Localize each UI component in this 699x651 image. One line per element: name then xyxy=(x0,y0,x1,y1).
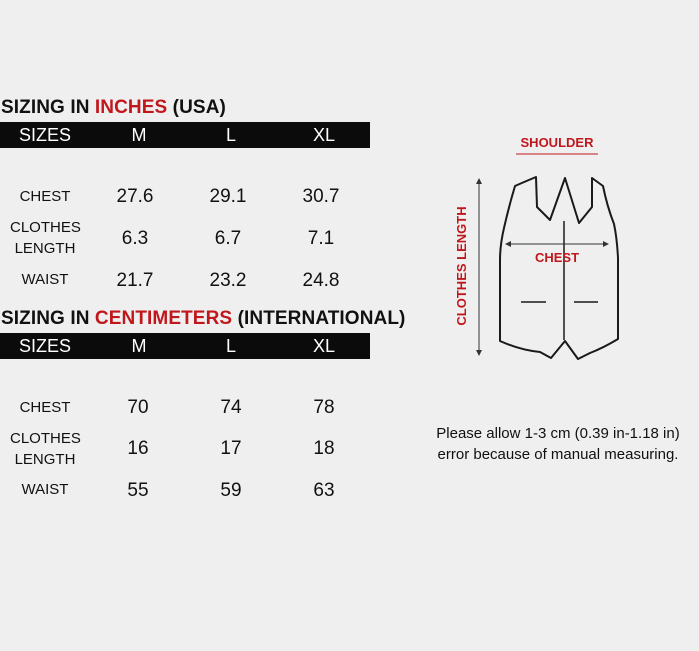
row-label: CLOTHES LENGTH xyxy=(10,430,81,468)
value-l: 74 xyxy=(220,397,242,418)
centimeters-size-table xyxy=(0,333,370,501)
value-l: 6.7 xyxy=(214,228,242,249)
header-m: M xyxy=(131,336,147,356)
row-label: CHEST xyxy=(19,188,71,205)
length-arrow-top xyxy=(476,178,482,184)
cm-title-suffix: (INTERNATIONAL) xyxy=(232,308,406,329)
value-m: 16 xyxy=(127,438,149,459)
value-m: 21.7 xyxy=(116,270,154,291)
value-l: 29.1 xyxy=(209,186,247,207)
shoulder-label: SHOULDER xyxy=(520,135,594,150)
header-xl: XL xyxy=(312,125,336,145)
chest-arrow-left xyxy=(505,241,511,247)
value-xl: 24.8 xyxy=(302,270,340,291)
measurement-note: Please allow 1-3 cm (0.39 in-1.18 in) error because of manual measuring. xyxy=(436,425,680,463)
inches-size-table xyxy=(0,122,370,291)
row-label: CLOTHES LENGTH xyxy=(10,219,81,257)
inches-section-title xyxy=(1,97,226,119)
cm-title-accent: CENTIMETERS xyxy=(94,308,233,329)
vest-outline xyxy=(500,177,618,359)
value-m: 27.6 xyxy=(116,186,154,207)
cm-title-prefix: SIZING IN xyxy=(1,308,95,329)
inches-title-prefix: SIZING IN xyxy=(1,97,95,118)
cm-header-row xyxy=(0,333,370,359)
header-xl: XL xyxy=(312,336,336,356)
value-l: 23.2 xyxy=(209,270,247,291)
value-xl: 63 xyxy=(313,480,335,501)
value-m: 55 xyxy=(127,480,149,501)
value-l: 59 xyxy=(220,480,242,501)
header-sizes: SIZES xyxy=(18,125,72,145)
inches-header-row xyxy=(0,122,370,148)
inches-title-suffix: (USA) xyxy=(167,97,226,118)
value-l: 17 xyxy=(220,438,242,459)
vest-diagram xyxy=(440,128,690,368)
row-label: WAIST xyxy=(21,481,69,498)
chest-label: CHEST xyxy=(534,250,580,265)
inches-title-accent: INCHES xyxy=(94,97,168,118)
length-arrow-bottom xyxy=(476,350,482,356)
header-l: L xyxy=(225,336,237,356)
value-xl: 7.1 xyxy=(307,228,335,249)
chest-arrow-right xyxy=(603,241,609,247)
row-label: CHEST xyxy=(19,399,71,416)
value-m: 70 xyxy=(127,397,149,418)
row-label: WAIST xyxy=(21,271,69,288)
header-m: M xyxy=(131,125,147,145)
centimeters-section-title xyxy=(1,308,405,330)
value-xl: 78 xyxy=(313,397,335,418)
header-sizes: SIZES xyxy=(18,336,72,356)
value-m: 6.3 xyxy=(121,228,149,249)
value-xl: 30.7 xyxy=(302,186,340,207)
value-xl: 18 xyxy=(313,438,335,459)
clothes-length-label: CLOTHES LENGTH xyxy=(454,206,469,326)
header-l: L xyxy=(225,125,237,145)
